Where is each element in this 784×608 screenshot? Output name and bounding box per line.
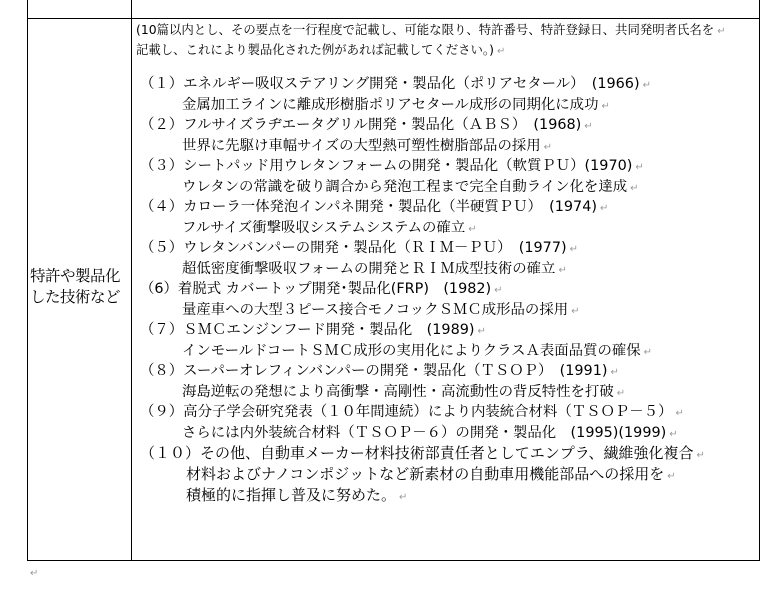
list-item: （１）エネルギー吸収ステアリング開発・製品化（ポリアセタール） (1966) ↵ 金属加工ラインに離成形樹脂ポリアセタール成形の同期化に成功 ↵ — [140, 76, 651, 113]
instruction-line: 記載し、これにより製品化された例があれば記載してください。) ↵ — [136, 42, 506, 57]
item-description: 量産車への大型３ピース接合モノコックＳＭＣ成形品の採用 — [182, 301, 569, 318]
item-description: 超低密度衝撃吸収フォームの開発とＲＩＭ成型技術の確立 — [182, 260, 556, 277]
item-description: 金属加工ラインに離成形樹脂ポリアセタール成形の同期化に成功 — [182, 96, 599, 113]
item-description: フルサイズ衝撃吸収システムシステムの確立 — [182, 219, 466, 236]
item-title: （１）エネルギー吸収ステアリング開発・製品化（ポリアセタール） (1966) — [140, 76, 640, 92]
list-item: （５）ウレタンバンパーの開発・製品化（ＲＩＭ－ＰＵ） (1977) ↵ 超低密度衝撃吸収フォームの開発とＲＩＭ成型技術の確立 ↵ — [140, 240, 578, 277]
row-label: 特許や製品化した技術など — [30, 267, 121, 306]
table-divider — [131, 0, 132, 561]
item-text: （１０）その他、自動車メーカー材料技術部責任者としてエンプラ、繊維強化複合 — [140, 444, 694, 462]
item-description: 海島逆転の発想により高衝撃・高剛性・高流動性の背反特性を打破 — [182, 383, 614, 400]
achievement-list — [140, 74, 770, 506]
list-item: （７）ＳＭＣエンジンフード開発・製品化 (1989) ↵ インモールドコートＳＭＣ成形の実用化によりクラスＡ表面品質の確保 ↵ — [140, 322, 653, 359]
list-item: （８）スーパーオレフィンバンパーの開発・製品化（ＴＳＯＰ） (1991) ↵ 海島逆転の発想により高衝撃・高剛性・高流動性の背反特性を打破 ↵ — [140, 363, 626, 400]
item-title: （４）カローラ一体発泡インパネ開発・製品化（半硬質ＰＵ） (1974) — [140, 199, 597, 215]
table-top-border — [27, 18, 760, 19]
list-item: （２）フルサイズラヂエータグリル開発・製品化（ＡＢＳ） (1968) ↵ 世界に先駆け車幅サイズの大型熱可塑性樹脂部品の採用 ↵ — [140, 117, 593, 154]
item-title: （２）フルサイズラヂエータグリル開発・製品化（ＡＢＳ） (1968) — [140, 117, 582, 133]
list-item: （１０）その他、自動車メーカー材料技術部責任者としてエンプラ、繊維強化複合 ↵ 材料およびナノコンポジットなど新素材の自動車用機能部品への採用を ↵ 積極的に指揮し普及に努めた。 ↵ — [140, 444, 705, 504]
list-item: （９）高分子学会研究発表（１０年間連続）により内装統合材料（ＴＳＯＰ－５） ↵ さらには内外装統合材料（ＴＳＯＰ－６）の開発・製品化 (1995)(1999) ↵ — [140, 404, 684, 441]
list-item: （４）カローラ一体発泡インパネ開発・製品化（半硬質ＰＵ） (1974) ↵ フルサイズ衝撃吸収システムシステムの確立 ↵ — [140, 199, 609, 236]
list-item: （6）着脱式 カバートップ開発･製品化(FRP) (1982) ↵ 量産車への大型３ピース接合モノコックＳＭＣ成形品の採用 ↵ — [140, 281, 580, 318]
item-title: （３）シートパッド用ウレタンフォームの開発・製品化（軟質ＰＵ）(1970) — [140, 158, 633, 174]
item-title: （6）着脱式 カバートップ開発･製品化(FRP) (1982) — [140, 281, 492, 297]
item-text: 材料およびナノコンポジットなど新素材の自動車用機能部品への採用を — [186, 465, 665, 483]
instruction-line: (10篇以内とし、その要点を一行程度で記載し、可能な限り、特許番号、特許登録日、共同発明者氏名を ↵ — [136, 22, 726, 37]
item-title: （７）ＳＭＣエンジンフード開発・製品化 (1989) — [140, 322, 475, 338]
paragraph-mark: ↵ — [30, 568, 39, 579]
item-title: （９）高分子学会研究発表（１０年間連続）により内装統合材料（ＴＳＯＰ－５） — [140, 404, 673, 420]
table-left-border — [27, 0, 28, 561]
instruction-note — [136, 21, 756, 61]
table-bottom-border — [27, 560, 760, 561]
item-text: 積極的に指揮し普及に努めた。 — [186, 486, 397, 504]
item-description: ウレタンの常識を破り調合から発泡工程まで完全自動ライン化を達成 — [182, 178, 628, 195]
item-description: 世界に先駆け車幅サイズの大型熱可塑性樹脂部品の採用 — [182, 137, 541, 154]
item-title: （５）ウレタンバンパーの開発・製品化（ＲＩＭ－ＰＵ） (1977) — [140, 240, 567, 256]
item-description: インモールドコートＳＭＣ成形の実用化によりクラスＡ表面品質の確保 — [182, 342, 641, 359]
list-item: （３）シートパッド用ウレタンフォームの開発・製品化（軟質ＰＵ）(1970) ↵ ウレタンの常識を破り調合から発泡工程まで完全自動ライン化を達成 ↵ — [140, 158, 644, 195]
item-description: さらには内外装統合材料（ＴＳＯＰ－６）の開発・製品化 (1995)(1999) — [182, 424, 667, 441]
item-title: （８）スーパーオレフィンバンパーの開発・製品化（ＴＳＯＰ） (1991) — [140, 363, 608, 379]
